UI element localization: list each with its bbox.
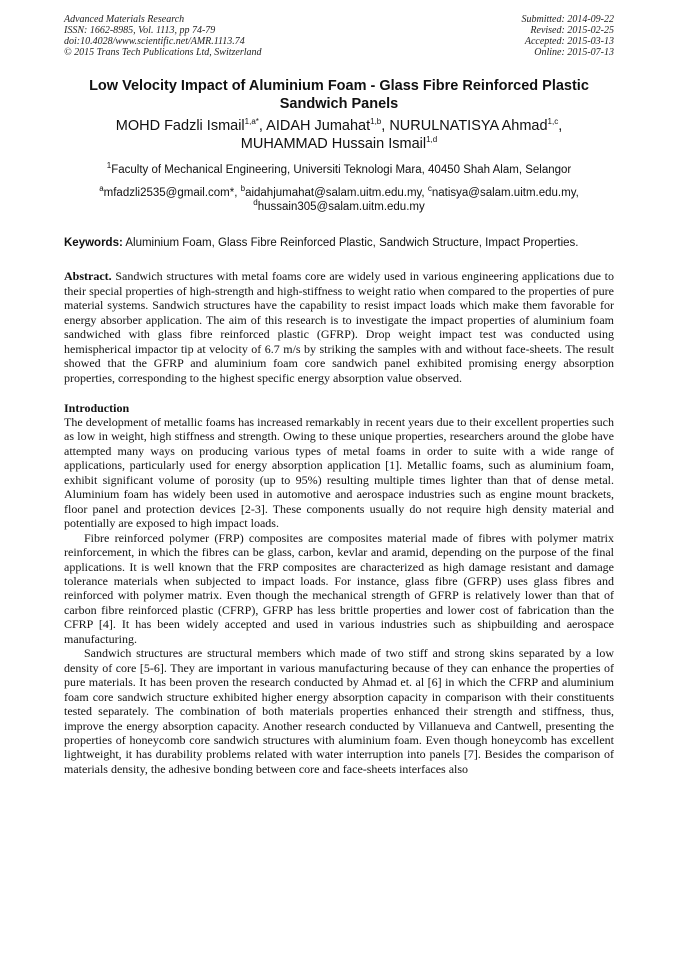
email-mark: d [253,198,258,208]
author-name: MOHD Fadzli Ismail [115,118,245,134]
email-mark: c [427,184,432,194]
keywords-label: Keywords: [64,237,123,249]
doi-line: doi:10.4028/www.scientific.net/AMR.1113.74 [64,36,245,47]
abstract [64,269,614,385]
author-separator: , [558,118,563,134]
author-name: NURULNATISYA Ahmad [389,118,548,134]
email-link[interactable]: mfadzli2535@gmail.com*, [103,187,241,199]
affiliation-mark: 1 [106,161,112,171]
introduction-paragraph: Fibre reinforced polymer (FRP) composites are composites material made of fibres with polymer matrix reinforcement, in which the fibres can be glass, carbon, kevlar and aramid, depending on the purpose of the final applications. It is well known that the FRP composites are characterized as high damage resistant and damage tolerance materials when subjected to impact loads. For instance, glass fibre (GFRP) uses glass fibres and reinforced with polymer matrix. Even though the mechanical strength of GFRP is relatively lower than that of carbon fibre reinforced plastic (CFRP), GFRP has less brittle properties and lower cost of fabrication than the CFRP [4]. It has been widely accepted and used in various industries such as shipbuilding and aerospace manufacturing. [64,530,614,646]
introduction-paragraph: The development of metallic foams has increased remarkably in recent years due to their excellent properties such as low in weight, high stiffness and strength. Owing to these unique properties, researchers around the globe have attempted many ways on producing various types of metal foams in order to suite with a wide range of applications, particularly used for energy absorption application [1]. Metallic foams, such as aluminium foam, exhibit significant volume of porosity (up to 95%) resulting multiple times lighter than that of dense metal. Aluminium foam has widely been used in automotive and aerospace industries such as engine mount brackets, floor panel and protection devices [2-3]. These components usually do not require high density material and potentially are exposed to high impact loads. [64,415,614,531]
revised-date: Revised: 2015-02-25 [530,25,614,36]
author-separator: , [258,118,267,134]
author-emails [64,186,614,214]
email-link[interactable]: aidahjumahat@salam.uitm.edu.my, [245,187,428,199]
issn-line: ISSN: 1662-8985, Vol. 1113, pp 74-79 [64,25,216,36]
submitted-date: Submitted: 2014-09-22 [521,14,614,25]
accepted-date: Accepted: 2015-03-13 [524,36,614,47]
paper-title: Low Velocity Impact of Aluminium Foam - Glass Fibre Reinforced Plastic Sandwich Panels [89,78,589,112]
email-link[interactable]: hussain305@salam.uitm.edu.my [257,201,425,213]
author-affiliation-mark: 1,a* [244,117,259,127]
publication-dates [522,14,615,58]
abstract-label: Abstract. [64,269,112,283]
affiliation [64,163,614,177]
introduction-paragraph: Sandwich structures are structural members which made of two stiff and strong skins separated by a low density of core [5-6]. They are important in various manufacturing because of they can enhance the properties of pure materials. It has been proven the research conducted by Ahmad et. al [6] in which the CFRP and aluminium foam core sandwich structure exhibited higher energy absorption capacity in comparison with their constituents tested separately. The combination of both materials properties enhanced their strength and stiffness, thus, improve the energy absorption capacity. Another research conducted by Villanueva and Cantwell, presenting the properties of honeycomb core sandwich structures with aluminium foam. Even though honeycomb has excellent lightweight, it has durability problems related with water interruption into panels [7]. Besides the comparison of materials density, the adhesive bonding between core and face-sheets interfaces also [64,646,614,776]
keywords-text: Aluminium Foam, Glass Fibre Reinforced Plastic, Sandwich Structure, Impact Properties. [122,237,579,249]
journal-name: Advanced Materials Research [64,14,185,25]
author-list [64,117,614,153]
author-separator: , [381,118,390,134]
author-name: MUHAMMAD Hussain Ismail [240,136,427,152]
keywords [64,236,614,250]
author-affiliation-mark: 1,b [370,117,382,127]
affiliation-text: Faculty of Mechanical Engineering, Universiti Teknologi Mara, 40450 Shah Alam, Selangor [111,164,572,176]
online-date: Online: 2015-07-13 [534,47,614,58]
journal-header [64,14,614,58]
email-mark: b [240,184,246,194]
author-affiliation-mark: 1,c [547,117,559,127]
email-mark: a [99,184,104,194]
copyright-line: © 2015 Trans Tech Publications Ltd, Switzerland [64,47,262,58]
email-link[interactable]: natisya@salam.uitm.edu.my, [431,187,579,199]
author-affiliation-mark: 1,d [426,135,438,145]
author-name: AIDAH Jumahat [266,118,371,134]
abstract-text: Sandwich structures with metal foams core are widely used in various engineering applications due to their special properties of high-strength and high-stiffness to weight ratio when compared to the properties of pure material systems. Sandwich structures have the capability to resist impact loads which make them favorable for energy absorber application. The aim of this research is to investigate the impact properties of aluminium foam sandwiched with glass fibre reinforced plastic (GFRP). Drop weight impact test was conducted using hemispherical impactor tip at velocity of 6.7 m/s by striking the samples with and without face-sheets. The result showed that the GFRP and aluminium foam core sandwich panel exhibited promising energy absorption properties, corresponding to the highest specific energy absorption value observed. [64,269,614,385]
introduction-heading: Introduction [64,401,130,415]
publication-info [64,14,262,58]
